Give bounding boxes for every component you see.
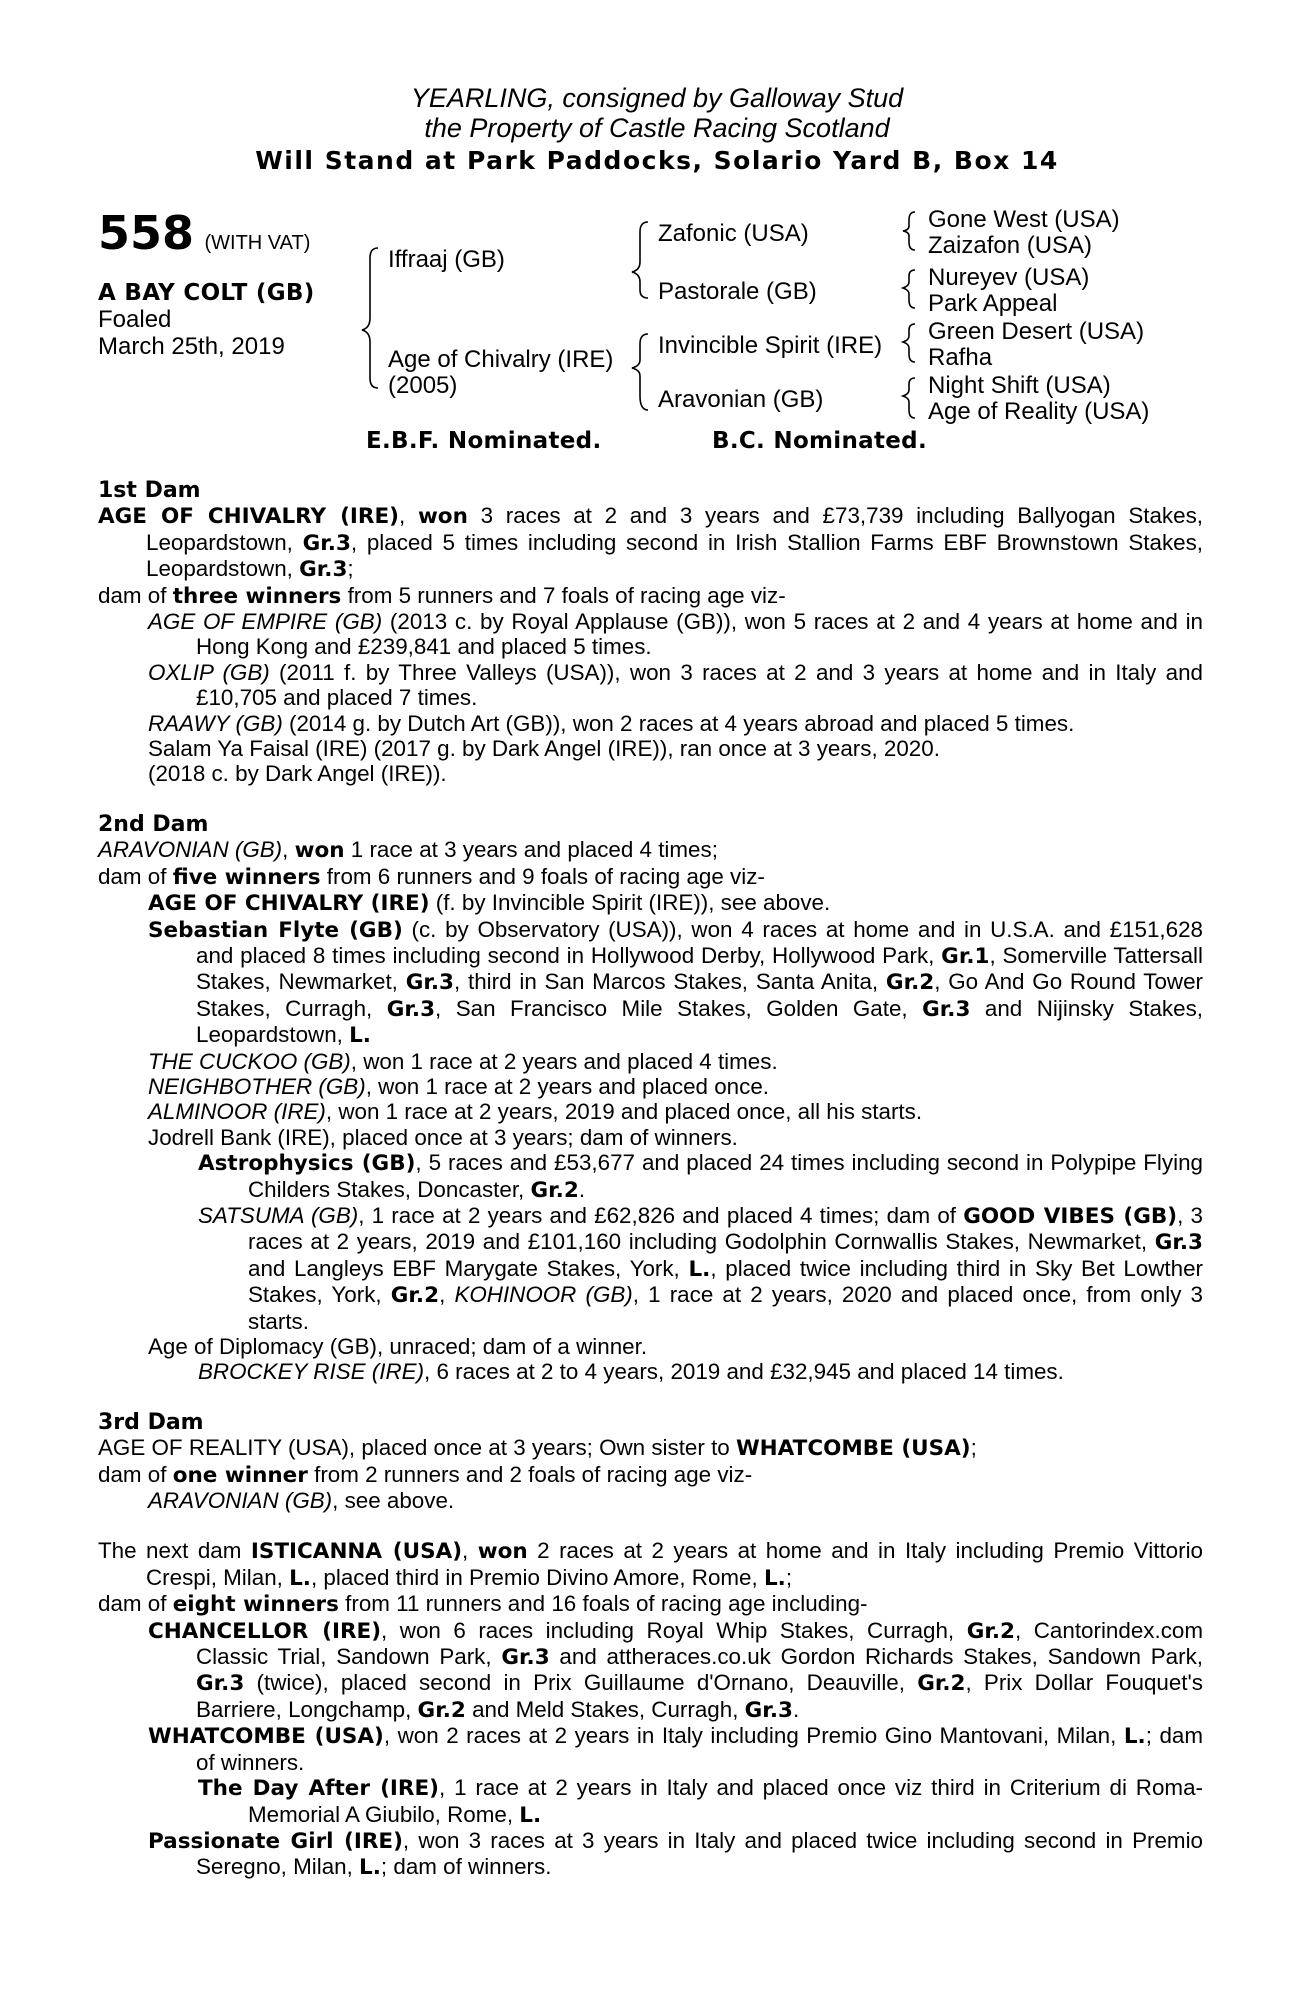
produce-text: , 1 race at 2 years, 2020 and placed once, from only 3 starts. xyxy=(248,1282,1203,1334)
first-dam-name: AGE OF CHIVALRY (IRE) xyxy=(98,504,399,530)
record-text: 1 race at 3 years and placed 4 times; xyxy=(344,837,718,863)
produce-text: , Somerville Tattersall Stakes, Newmarket, xyxy=(196,942,1204,995)
produce-text: , won 1 race at 2 years and placed once. xyxy=(365,1073,769,1099)
produce-entry: Jodrell Bank (IRE), placed once at 3 years; dam of winners. xyxy=(148,1124,738,1150)
dam-of-label: dam of xyxy=(98,582,173,608)
foaled-label: Foaled xyxy=(98,306,172,333)
punctuation: . xyxy=(792,1696,800,1722)
grade-label: Gr.3 xyxy=(922,996,971,1022)
grade-label: L. xyxy=(519,1802,542,1828)
produce-text: ; dam of winners. xyxy=(196,1723,1203,1775)
produce-text: , 5 races and £53,677 and placed 24 times including second in Polypipe Flying Childers Stakes, Doncaster, xyxy=(248,1150,1203,1202)
sister-name: WHATCOMBE (USA) xyxy=(735,1436,971,1462)
grade-label: Gr.3 xyxy=(386,996,436,1022)
produce-text: , San Francisco Mile Stakes, Golden Gate, xyxy=(435,995,923,1021)
ggen-1: Gone West (USA) xyxy=(928,206,1120,233)
ggen-4: Park Appeal xyxy=(928,290,1058,317)
produce-entry xyxy=(98,1049,1203,1074)
grade-label: L. xyxy=(349,1023,371,1049)
produce-name: Sebastian Flyte (GB) xyxy=(148,917,403,943)
ggen-8: Age of Reality (USA) xyxy=(928,398,1150,425)
punctuation: ; xyxy=(785,1564,793,1590)
grade-label: L. xyxy=(763,1565,786,1591)
produce-entry xyxy=(98,1618,1203,1724)
winners-count: five winners xyxy=(172,864,321,890)
produce-text: , 1 race at 2 years and £62,826 and placed 4 times; dam of xyxy=(358,1202,964,1228)
produce-text: , won 1 race at 2 years, 2019 and placed once, all his starts. xyxy=(325,1099,923,1125)
produce-entry: (2018 c. by Dark Angel (IRE)). xyxy=(148,761,447,787)
grade-label: Gr.3 xyxy=(744,1697,793,1723)
produce-text: , Cantorindex.com Classic Trial, Sandown Park, xyxy=(196,1617,1203,1670)
produce-entry xyxy=(98,1723,1203,1775)
produce-text: and Nijinsky Stakes, Leopardstown, xyxy=(196,995,1203,1048)
winners-count: three winners xyxy=(172,583,342,609)
ebf-nominated: E.B.F. Nominated. xyxy=(366,428,602,454)
won-label: won xyxy=(477,1539,528,1565)
sire: Iffraaj (GB) xyxy=(388,246,505,273)
grade-label: Gr.2 xyxy=(917,1671,966,1697)
produce-name: Passionate Girl (IRE) xyxy=(148,1828,403,1854)
first-dam-won: won xyxy=(417,504,468,530)
punctuation: . xyxy=(578,1176,586,1202)
produce-name: OXLIP (GB) xyxy=(148,659,270,685)
grandproduce-entry xyxy=(98,1203,1203,1334)
grade-label: Gr.3 xyxy=(302,530,351,556)
produce-entry xyxy=(98,609,1203,660)
runners-text: from 11 runners and 16 foals of racing age including- xyxy=(338,1591,868,1617)
produce-name: NEIGHBOTHER (GB) xyxy=(148,1073,366,1099)
winners-count: eight winners xyxy=(172,1592,339,1618)
won-label: won xyxy=(294,838,345,864)
grandproduce-entry xyxy=(98,1775,1203,1828)
ggen-5: Green Desert (USA) xyxy=(928,318,1145,345)
produce-entry xyxy=(98,917,1203,1049)
produce-name: KOHINOOR (GB) xyxy=(454,1282,633,1308)
produce-text: , 3 races at 2 years, 2019 and £101,160 including Godolphin Cornwallis Stakes, Newmarket, xyxy=(248,1202,1203,1255)
produce-name: ARAVONIAN (GB) xyxy=(148,1488,333,1514)
grade-label: L. xyxy=(289,1565,311,1591)
third-dam-record xyxy=(98,1435,1203,1461)
produce-entry: Age of Diplomacy (GB), unraced; dam of a winner. xyxy=(148,1334,648,1359)
ggen-2: Zaizafon (USA) xyxy=(928,232,1093,259)
grade-label: L. xyxy=(688,1256,711,1282)
second-dam-produce-summary xyxy=(98,864,1203,890)
first-dam-record-text: 3 races at 2 and 3 years and £73,739 including Ballyogan Stakes, Leopardstown, xyxy=(146,503,1203,555)
produce-text: and Meld Stakes, Curragh, xyxy=(465,1696,745,1722)
produce-entry xyxy=(98,1099,1203,1124)
produce-text: (2014 g. by Dutch Art (GB)), won 2 races at 4 years abroad and placed 5 times. xyxy=(282,710,1075,736)
grade-label: Gr.1 xyxy=(941,943,990,969)
catalogue-body xyxy=(98,478,1203,1881)
next-dam-record xyxy=(98,1538,1203,1591)
produce-entry xyxy=(98,890,1203,916)
produce-name: GOOD VIBES (GB) xyxy=(963,1203,1178,1229)
lot-number: 558 xyxy=(98,206,195,260)
dam-dam: Aravonian (GB) xyxy=(658,386,824,413)
dam-of-label: dam of xyxy=(98,1461,173,1487)
produce-name: AGE OF CHIVALRY (IRE) xyxy=(148,891,430,917)
grade-label: Gr.3 xyxy=(1154,1230,1203,1256)
produce-text: (2011 f. by Three Valleys (USA)), won 3 races at 2 and 3 years at home and in Italy and £10,705 and placed 7 times. xyxy=(196,659,1203,711)
dam-of-label: dam of xyxy=(98,1591,173,1617)
produce-name: THE CUCKOO (GB) xyxy=(148,1048,351,1074)
record-text: 2 races at 2 years at home and in Italy including Premio Vittorio Crespi, Milan, xyxy=(146,1538,1204,1590)
first-dam-produce-summary xyxy=(98,583,1203,609)
produce-entry: Salam Ya Faisal (IRE) (2017 g. by Dark Angel (IRE)), ran once at 3 years, 2020. xyxy=(148,736,940,762)
produce-text: (twice), placed second in Prix Guillaume d'Ornano, Deauville, xyxy=(244,1670,918,1696)
produce-entry xyxy=(98,660,1203,711)
produce-text: , 1 race at 2 years in Italy and placed once viz third in Criterium di Roma-Memorial A Giubilo, Rome, xyxy=(248,1775,1203,1827)
second-dam-record xyxy=(98,837,1203,863)
produce-name: CHANCELLOR (IRE) xyxy=(148,1618,382,1644)
grade-label: Gr.3 xyxy=(501,1645,550,1671)
next-dam-name: ISTICANNA (USA) xyxy=(250,1539,463,1565)
first-dam-heading: 1st Dam xyxy=(98,478,201,503)
punctuation: , xyxy=(462,1538,478,1564)
produce-text: , Go And Go Round Tower Stakes, Curragh, xyxy=(196,969,1204,1021)
intro-text: The next dam xyxy=(98,1538,251,1564)
runners-text: from 6 runners and 9 foals of racing age viz- xyxy=(320,863,765,889)
produce-entry xyxy=(98,1828,1203,1881)
bc-nominated: B.C. Nominated. xyxy=(712,428,927,454)
produce-name: ALMINOOR (IRE) xyxy=(148,1099,326,1125)
produce-text: , won 3 races at 3 years in Italy and placed twice including second in Premio Seregno, Milan, xyxy=(196,1827,1203,1880)
produce-entry xyxy=(98,1074,1203,1099)
produce-text: , won 2 races at 2 years in Italy including Premio Gino Mantovani, Milan, xyxy=(383,1723,1124,1749)
grade-label: Gr.3 xyxy=(299,557,348,583)
punctuation: ; xyxy=(970,1435,977,1461)
runners-text: from 5 runners and 7 foals of racing age viz- xyxy=(341,582,786,608)
grandproduce-entry xyxy=(98,1359,1203,1384)
dam-year: (2005) xyxy=(388,372,458,399)
produce-name: The Day After (IRE) xyxy=(198,1776,439,1802)
record-text: , placed third in Premio Divino Amore, Rome, xyxy=(310,1564,764,1590)
produce-text: ; dam of winners. xyxy=(380,1854,552,1880)
sire-sire: Zafonic (USA) xyxy=(658,220,809,247)
grade-label: Gr.2 xyxy=(417,1697,466,1723)
third-dam-produce-summary xyxy=(98,1462,1203,1488)
produce-text: , Prix Dollar Fouquet's Barriere, Longchamp, xyxy=(196,1670,1203,1722)
winners-count: one winner xyxy=(172,1462,308,1488)
next-dam-produce-summary xyxy=(98,1591,1203,1617)
grade-label: Gr.2 xyxy=(530,1177,579,1203)
punctuation: , xyxy=(439,1282,455,1308)
produce-text: and attheraces.co.uk Gordon Richards Stakes, Sandown Park, xyxy=(549,1644,1203,1670)
produce-text: , third in San Marcos Stakes, Santa Anita, xyxy=(454,969,886,995)
grade-label: L. xyxy=(1123,1724,1146,1750)
produce-text: (2013 c. by Royal Applause (GB)), won 5 races at 2 and 4 years at home and in Hong Kong and £239,841 and placed 5 times. xyxy=(196,609,1203,660)
ggen-7: Night Shift (USA) xyxy=(928,372,1111,399)
dam-of-label: dam of xyxy=(98,863,173,889)
sire-dam: Pastorale (GB) xyxy=(658,278,817,305)
ggen-3: Nureyev (USA) xyxy=(928,264,1090,291)
first-dam-record: AGE OF CHIVALRY (IRE), won 3 races at 2 and 3 years and £73,739 including Ballyogan Stakes, Leopardstown, Gr.3, placed 5 times including second in Irish Stallion Farms EBF Brownstown Stakes, Leopardstown, Gr.3; xyxy=(98,503,1204,583)
grade-label: L. xyxy=(359,1855,381,1881)
header-line-2: the Property of Castle Racing Scotland xyxy=(424,113,890,143)
grade-label: Gr.3 xyxy=(196,1671,245,1697)
second-dam-name: ARAVONIAN (GB) xyxy=(98,837,283,863)
grandproduce-entry xyxy=(98,1150,1203,1203)
header-line-3: Will Stand at Park Paddocks, Solario Yard B, Box 14 xyxy=(255,146,1059,175)
grade-label: Gr.2 xyxy=(885,970,935,996)
produce-text: (c. by Observatory (USA)), won 4 races at home and in U.S.A. and £151,628 and placed 8 times including second in Hollywood Derby, Hollywood Park, xyxy=(196,916,1204,968)
produce-text: and Langleys EBF Marygate Stakes, York, xyxy=(248,1255,689,1281)
grade-label: Gr.2 xyxy=(966,1618,1015,1644)
produce-entry xyxy=(98,1488,1203,1513)
produce-text: (f. by Invincible Spirit (IRE)), see above. xyxy=(429,890,831,916)
punctuation: ; xyxy=(347,556,354,582)
grade-label: Gr.3 xyxy=(405,970,454,996)
produce-name: SATSUMA (GB) xyxy=(198,1202,359,1228)
runners-text: from 2 runners and 2 foals of racing age viz- xyxy=(307,1461,753,1487)
produce-entry xyxy=(98,711,1203,736)
grade-label: Gr.2 xyxy=(390,1283,440,1309)
foaled-date: March 25th, 2019 xyxy=(98,333,285,360)
produce-name: Astrophysics (GB) xyxy=(198,1151,416,1177)
third-dam-heading: 3rd Dam xyxy=(98,1409,204,1435)
lot-title: A BAY COLT (GB) xyxy=(98,280,315,306)
produce-text: , won 6 races including Royal Whip Stakes, Curragh, xyxy=(381,1617,967,1643)
produce-text: , won 1 race at 2 years and placed 4 times. xyxy=(350,1048,778,1074)
dam: Age of Chivalry (IRE) xyxy=(388,346,614,373)
punctuation: , xyxy=(282,837,295,863)
dam-sire: Invincible Spirit (IRE) xyxy=(658,332,883,359)
produce-text: , see above. xyxy=(332,1488,455,1514)
ggen-6: Rafha xyxy=(928,344,993,371)
first-dam-record-text-2: , placed 5 times including second in Irish Stallion Farms EBF Brownstown Stakes, Leopardstown, xyxy=(146,529,1204,582)
header-line-1: YEARLING, consigned by Galloway Stud xyxy=(410,83,904,113)
produce-name: WHATCOMBE (USA) xyxy=(148,1724,384,1750)
vat-label: (WITH VAT) xyxy=(204,232,311,254)
produce-name: RAAWY (GB) xyxy=(148,710,283,736)
produce-text: , 6 races at 2 to 4 years, 2019 and £32,945 and placed 14 times. xyxy=(424,1359,1064,1385)
second-dam-heading: 2nd Dam xyxy=(98,811,209,837)
produce-name: AGE OF EMPIRE (GB) xyxy=(148,609,383,635)
record-text: AGE OF REALITY (USA), placed once at 3 years; Own sister to xyxy=(98,1435,736,1461)
produce-text: , placed twice including third in Sky Bet Lowther Stakes, York, xyxy=(248,1255,1204,1308)
produce-name: BROCKEY RISE (IRE) xyxy=(198,1359,425,1385)
